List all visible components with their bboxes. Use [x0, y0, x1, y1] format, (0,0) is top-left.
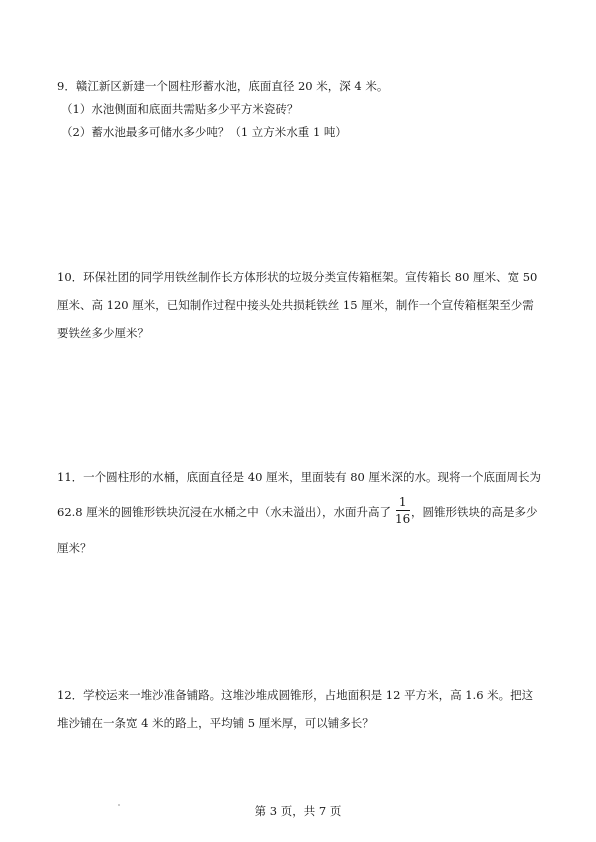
- fraction-bar: [396, 510, 410, 511]
- fraction-numerator: 1: [398, 495, 407, 509]
- question-10-line-2: 厘米、高 120 厘米，已知制作过程中接头处共损耗铁丝 15 厘米，制作一个宣传箱框架至少需: [57, 298, 534, 312]
- question-9-part-2: （2）蓄水池最多可储水多少吨？（1 立方米水重 1 吨）: [61, 125, 347, 139]
- question-11-line-3: 厘米？: [57, 541, 92, 555]
- question-11-line-1: 11．一个圆柱形的水桶，底面直径是 40 厘米，里面装有 80 厘米深的水。现将一个底面周长为: [57, 470, 542, 484]
- page-number-footer: 第 3 页，共 7 页: [254, 804, 342, 818]
- question-11-line-2b: ，圆锥形铁块的高是多少: [411, 505, 538, 519]
- question-9-part-1: （1）水池侧面和底面共需贴多少平方米瓷砖？: [61, 102, 299, 116]
- question-9-text: 9．赣江新区新建一个圆柱形蓄水池，底面直径 20 米，深 4 米。: [57, 79, 389, 93]
- question-11-line-2a: 62.8 厘米的圆锥形铁块沉浸在水桶之中（水未溢出），水面升高了: [57, 505, 392, 519]
- fraction-denominator: 16: [395, 512, 411, 526]
- question-10-line-3: 要铁丝多少厘米？: [57, 326, 149, 340]
- question-12-line-2: 堆沙铺在一条宽 4 米的路上，平均铺 5 厘米厚，可以铺多长？: [57, 716, 374, 730]
- question-10-line-1: 10．环保社团的同学用铁丝制作长方体形状的垃圾分类宣传箱框架。宣传箱长 80 厘米、宽 50: [57, 270, 538, 284]
- fraction-one-sixteenth: [394, 495, 411, 526]
- question-12-line-1: 12．学校运来一堆沙准备铺路。这堆沙堆成圆锥形，占地面积是 12 平方米，高 1.6 米。把这: [57, 688, 534, 702]
